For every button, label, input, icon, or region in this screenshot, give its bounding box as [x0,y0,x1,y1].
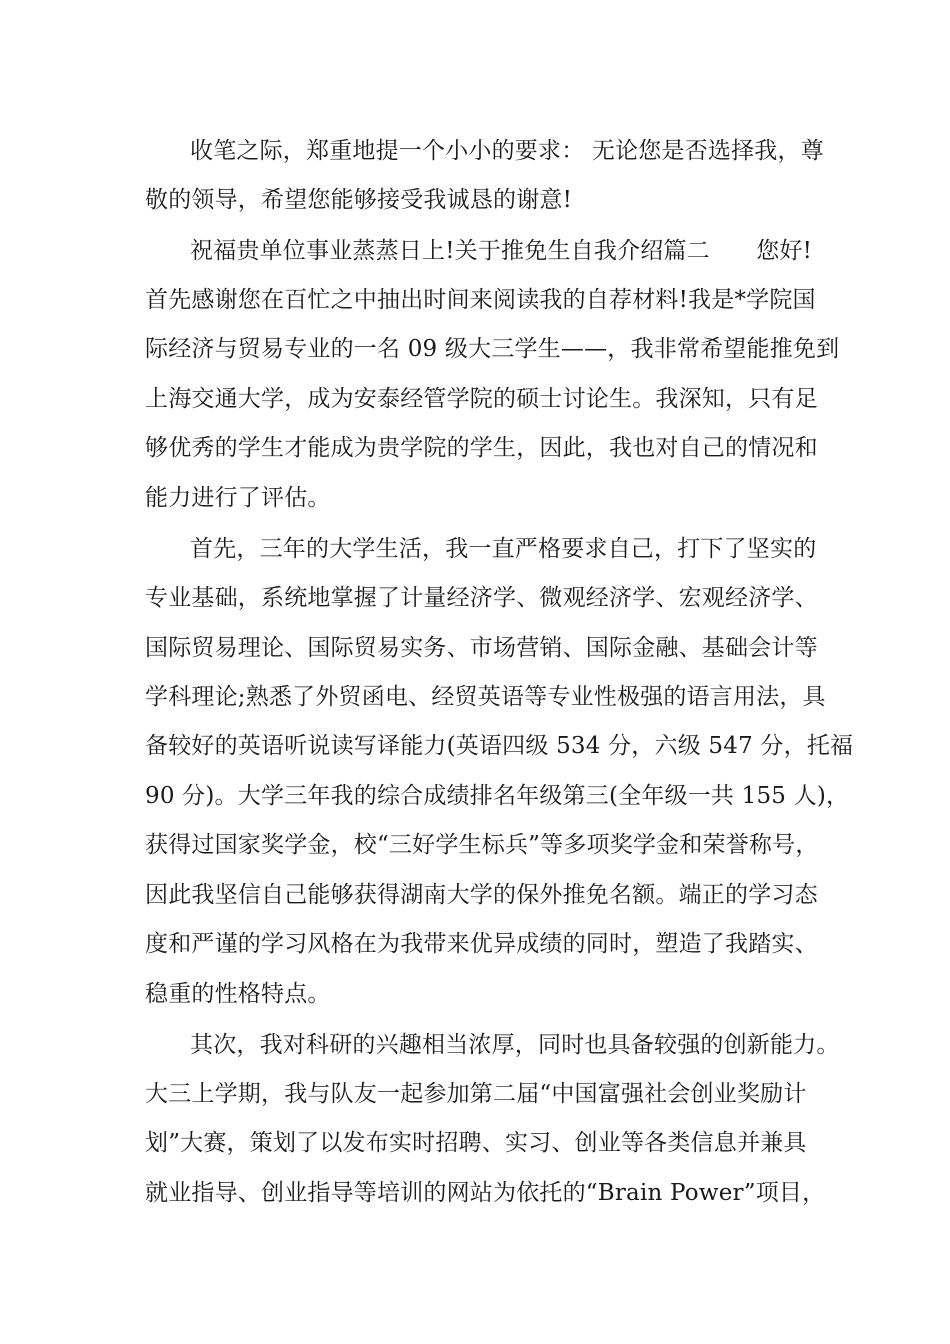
text-line: 备较好的英语听说读写译能力(英语四级 534 分，六级 547 分，托福 [145,733,854,759]
text-line: 获得过国家奖学金，校“三好学生标兵”等多项奖学金和荣誉称号， [145,832,819,858]
text-line: 学科理论;熟悉了外贸函电、经贸英语等专业性极强的语言用法，具 [145,684,826,710]
text-line: 敬的领导，希望您能够接受我诚恳的谢意! [145,187,573,213]
text-line: 够优秀的学生才能成为贵学院的学生，因此，我也对自己的情况和 [145,435,818,461]
text-line: 90 分)。大学三年我的综合成绩排名年级第三(全年级一共 155 人)， [145,783,850,809]
text-line: 划”大赛，策划了以发布实时招聘、实习、创业等各类信息并兼具 [145,1130,807,1156]
text-line: 专业基础，系统地掌握了计量经济学、微观经济学、宏观经济学、 [145,585,818,611]
text-line: 因此我坚信自己能够获得湖南大学的保外推免名额。端正的学习态 [145,882,818,908]
text-line: 就业指导、创业指导等培训的网站为依托的“Brain Power”项目， [145,1180,826,1206]
text-line: 能力进行了评估。 [145,485,331,511]
text-line: 首先感谢您在百忙之中抽出时间来阅读我的自荐材料!我是*学院国 [145,287,816,313]
text-line: 上海交通大学，成为安泰经管学院的硕士讨论生。我深知，只有足 [145,386,818,412]
text-line: 其次，我对科研的兴趣相当浓厚，同时也具备较强的创新能力。 [190,1032,840,1058]
text-line: 首先，三年的大学生活，我一直严格要求自己，打下了坚实的 [190,536,817,562]
text-line: 收笔之际，郑重地提一个小小的要求： 无论您是否选择我，尊 [190,138,824,164]
text-line: 大三上学期，我与队友一起参加第二届“中国富强社会创业奖励计 [145,1081,807,1107]
text-line: 祝福贵单位事业蒸蒸日上!关于推免生自我介绍篇二 您好! [190,238,813,264]
text-line: 国际贸易理论、国际贸易实务、市场营销、国际金融、基础会计等 [145,635,818,661]
text-line: 际经济与贸易专业的一名 09 级大三学生——，我非常希望能推免到 [145,336,840,362]
text-line: 度和严谨的学习风格在为我带来优异成绩的同时，塑造了我踏实、 [145,931,818,957]
text-line: 稳重的性格特点。 [145,981,331,1007]
